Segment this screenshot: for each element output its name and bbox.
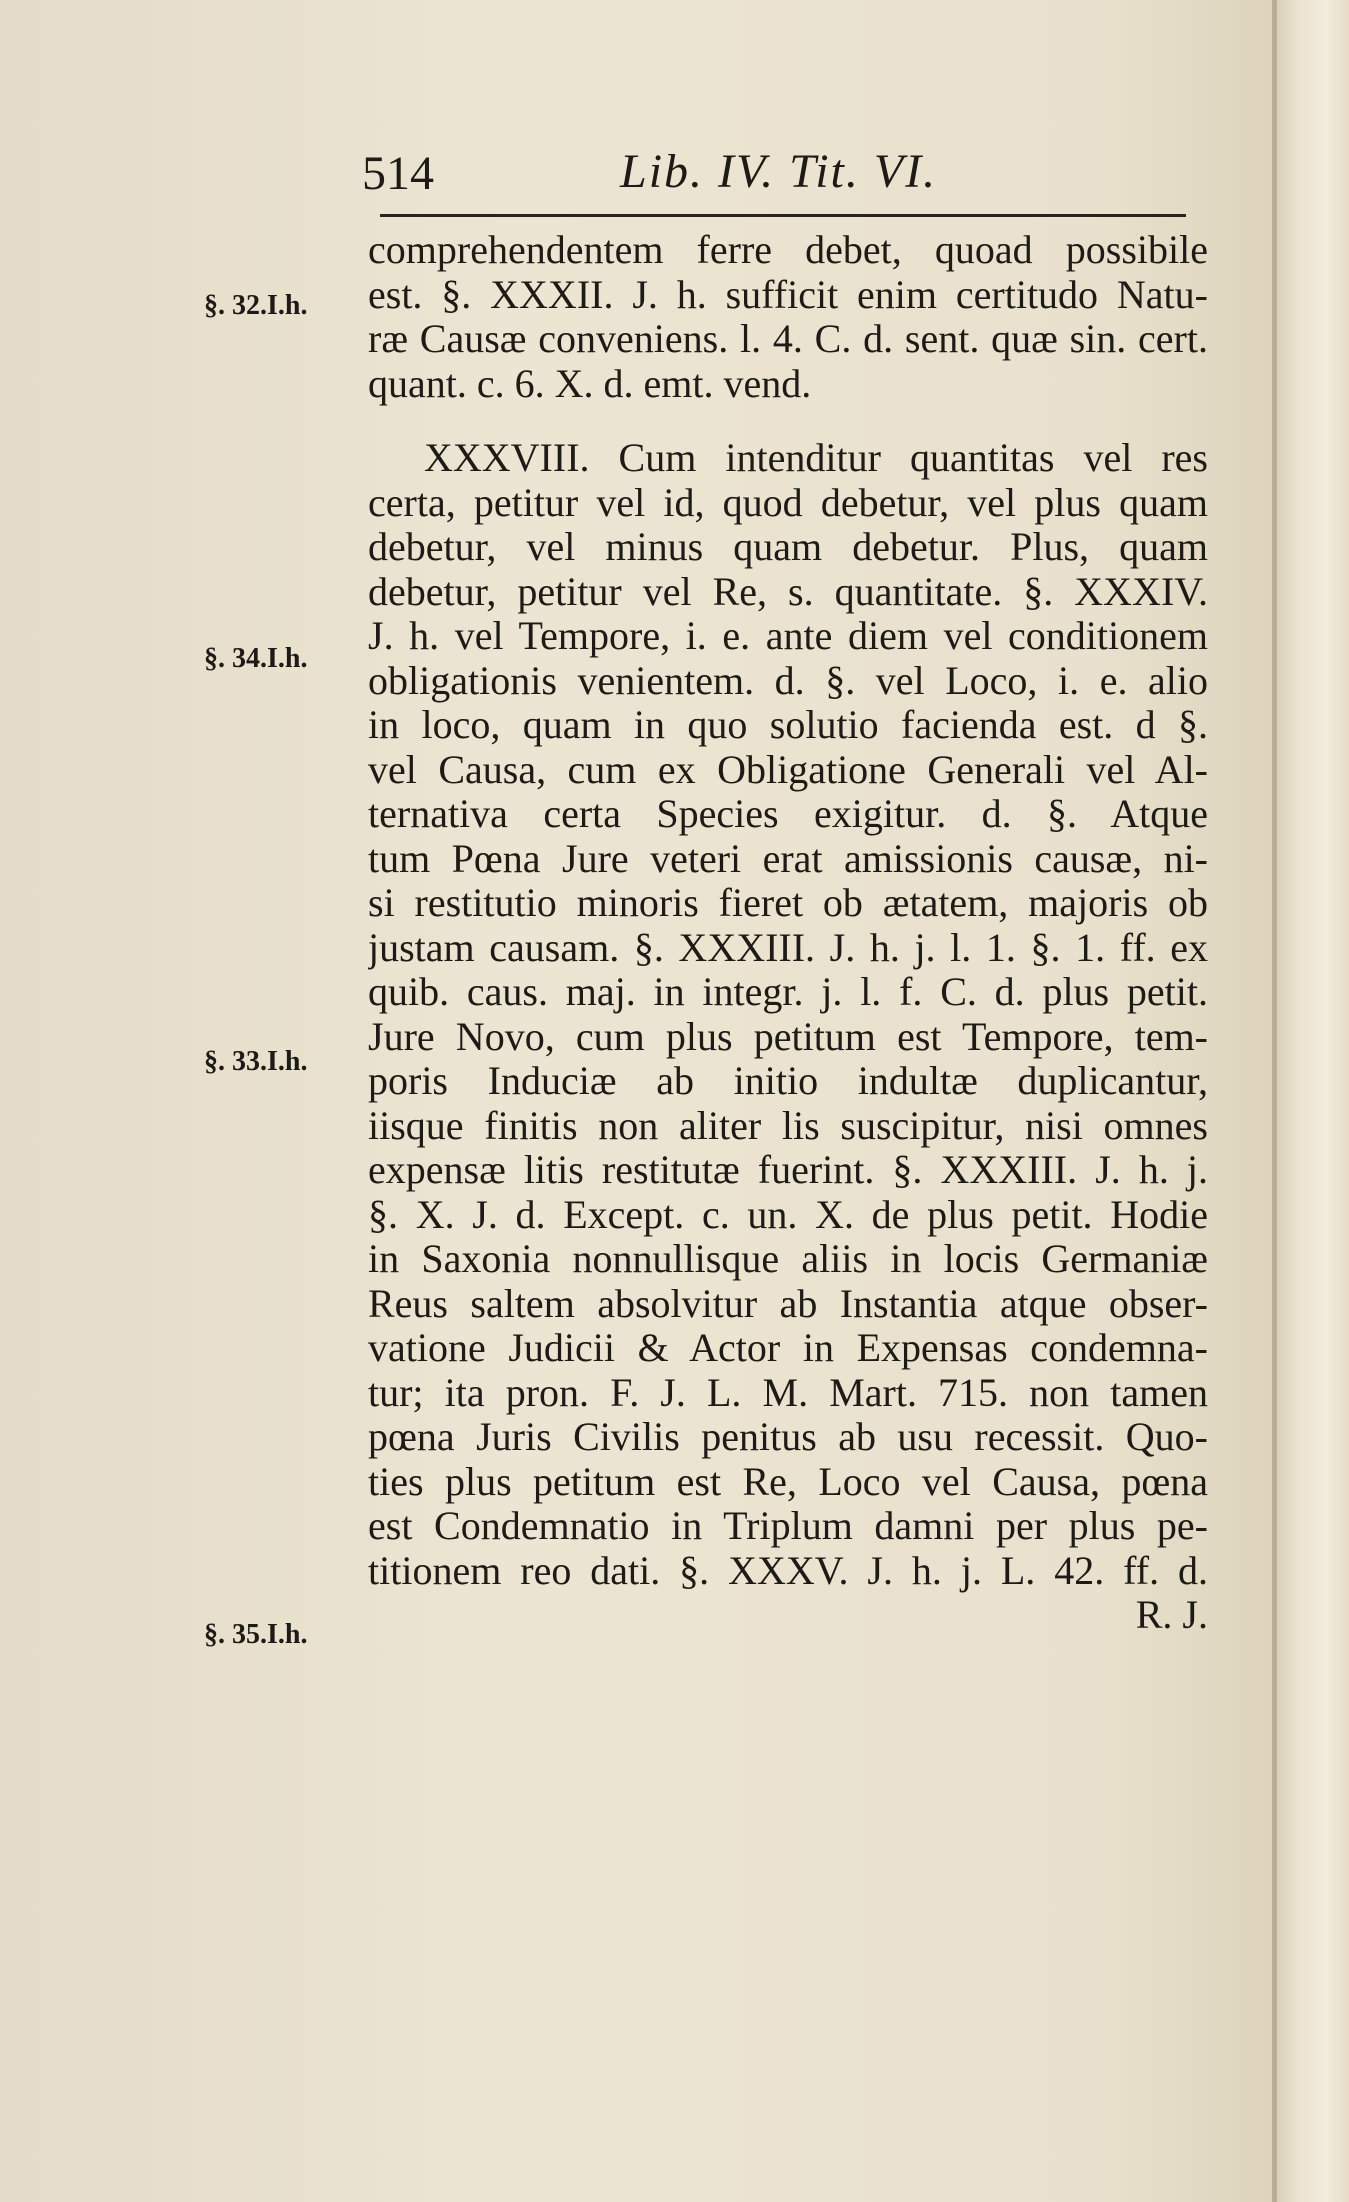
paragraph-gap [368, 406, 1208, 436]
text-line: §. X. J. d. Except. c. un. X. de plus petit. Hodie [368, 1192, 1208, 1237]
text-line: Jure Novo, cum plus petitum est Tempore, tem- [368, 1014, 1208, 1059]
text-line: justam causam. §. XXXIII. J. h. j. l. 1. §. 1. ff. ex [368, 925, 1208, 970]
text-line: vatione Judicii & Actor in Expensas condemna- [368, 1326, 1208, 1370]
text-line: debetur, vel minus quam debetur. Plus, quam [368, 525, 1208, 569]
text-line: J. h. vel Tempore, i. e. ante diem vel conditionem [368, 614, 1208, 658]
text-line: in loco, quam in quo solutio facienda est. d §. [368, 703, 1208, 747]
page-header [360, 138, 1196, 198]
text-line: titionem reo dati. §. XXXV. J. h. j. L. 42. ff. d. [368, 1548, 1208, 1593]
text-line: comprehendentem ferre debet, quoad possibile [368, 228, 1208, 272]
text-line: tur; ita pron. F. J. L. M. Mart. 715. non tamen [368, 1370, 1208, 1415]
text-line: in Saxonia nonnullisque aliis in locis Germaniæ [368, 1237, 1208, 1281]
margin-note: §. 35.I.h. [204, 1619, 308, 1650]
page-edge [1272, 0, 1349, 2202]
text-line: vel Causa, cum ex Obligatione Generali vel Al- [368, 747, 1208, 792]
margin-note: §. 33.I.h. [204, 1046, 308, 1077]
text-line: obligationis venientem. d. §. vel Loco, i. e. alio [368, 658, 1208, 703]
text-line: certa, petitur vel id, quod debetur, vel plus quam [368, 480, 1208, 525]
header-rule [380, 214, 1186, 217]
text-line: iisque finitis non aliter lis suscipitur, nisi omnes [368, 1103, 1208, 1148]
text-line: est. §. XXXII. J. h. sufficit enim certitudo Natu- [368, 272, 1208, 317]
text-line: tum Pœna Jure veteri erat amissionis causæ, ni- [368, 836, 1208, 881]
text-line: est Condemnatio in Triplum damni per plus pe- [368, 1504, 1208, 1548]
text-line: pœna Juris Civilis penitus ab usu recessit. Quo- [368, 1415, 1208, 1459]
text-line: expensæ litis restitutæ fuerint. §. XXXIII. J. h. j. [368, 1148, 1208, 1192]
main-text [368, 228, 1208, 1638]
text-line: poris Induciæ ab initio indultæ duplicantur, [368, 1059, 1208, 1103]
text-line: ternativa certa Species exigitur. d. §. Atque [368, 792, 1208, 836]
text-line: Reus saltem absolvitur ab Instantia atque obser- [368, 1281, 1208, 1326]
text-line: ties plus petitum est Re, Loco vel Causa, pœna [368, 1459, 1208, 1504]
page-number: 514 [362, 147, 434, 200]
margin-note: §. 34.I.h. [204, 643, 308, 674]
running-title: Lib. IV. Tit. VI. [620, 145, 938, 198]
text-line: ræ Causæ conveniens. l. 4. C. d. sent. quæ sin. cert. [368, 317, 1208, 361]
text-line: quib. caus. maj. in integr. j. l. f. C. d. plus petit. [368, 970, 1208, 1014]
text-line: si restitutio minoris fieret ob ætatem, majoris ob [368, 881, 1208, 925]
text-line: R. J. [1135, 1593, 1208, 1637]
section-heading-line: XXXVIII. Cum intenditur quantitas vel res [424, 436, 1208, 480]
text-line: debetur, petitur vel Re, s. quantitate. §. XXXIV. [368, 569, 1208, 614]
text-line: quant. c. 6. X. d. emt. vend. [368, 361, 812, 406]
page-fold-shadow [1272, 0, 1277, 2202]
margin-note: §. 32.I.h. [204, 290, 308, 321]
